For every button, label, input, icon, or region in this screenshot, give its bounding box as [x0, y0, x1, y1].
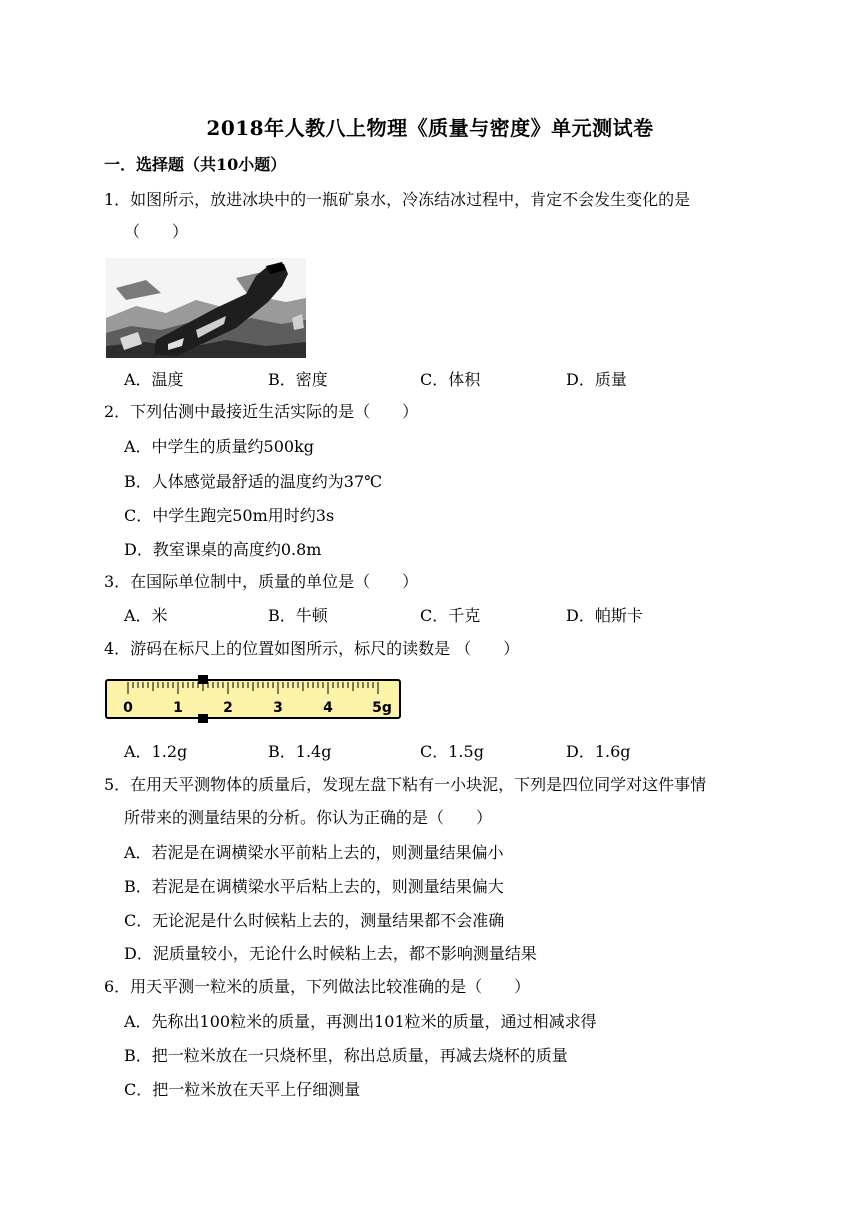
- q2-option-b: B．人体感觉最舒适的温度约为37℃: [124, 472, 383, 491]
- q4-option-d: D．1.6g: [566, 742, 631, 761]
- ruler-label: 5g: [372, 700, 392, 716]
- section-heading: 一．选择题（共10小题）: [104, 155, 287, 174]
- balance-scale-ruler: [104, 674, 404, 726]
- q3-option-b: B．牛顿: [268, 606, 328, 625]
- question-1-brackets: （ ）: [124, 222, 189, 241]
- question-3-text: 3．在国际单位制中，质量的单位是（ ）: [104, 572, 419, 591]
- q5-option-d: D．泥质量较小，无论什么时候粘上去，都不影响测量结果: [124, 944, 537, 963]
- q2-option-a: A．中学生的质量约500kg: [124, 437, 315, 456]
- q2-option-c: C．中学生跑完50m用时约3s: [124, 506, 335, 525]
- q1-option-a: A．温度: [124, 370, 184, 389]
- ruler-label: 1: [173, 700, 183, 716]
- question-5-text: 5．在用天平测物体的质量后，发现左盘下粘有一小块泥，下列是四位同学对这件事情: [104, 775, 707, 794]
- q4-option-b: B．1.4g: [268, 742, 332, 761]
- q6-option-c: C．把一粒米放在天平上仔细测量: [124, 1080, 361, 1099]
- ruler-label: 2: [223, 700, 233, 716]
- q4-option-c: C．1.5g: [420, 742, 484, 761]
- q3-option-a: A．米: [124, 606, 168, 625]
- question-1-text: 1．如图所示，放进冰块中的一瓶矿泉水，冷冻结冰过程中，肯定不会发生变化的是: [104, 190, 691, 209]
- ruler-label: 3: [273, 700, 283, 716]
- q4-option-a: A．1.2g: [124, 742, 188, 761]
- q5-option-a: A．若泥是在调横梁水平前粘上去的，则测量结果偏小: [124, 843, 504, 862]
- ruler-label: 0: [123, 700, 133, 716]
- q6-option-a: A．先称出100粒米的质量，再测出101粒米的质量，通过相减求得: [124, 1012, 597, 1031]
- q3-option-c: C．千克: [420, 606, 481, 625]
- q2-option-d: D．教室课桌的高度约0.8m: [124, 540, 322, 559]
- question-4-text: 4．游码在标尺上的位置如图所示，标尺的读数是 （ ）: [104, 639, 520, 658]
- rider-top: [198, 675, 208, 684]
- q1-option-d: D．质量: [566, 370, 627, 389]
- question-6-text: 6．用天平测一粒米的质量，下列做法比较准确的是（ ）: [104, 977, 531, 996]
- q1-option-c: C．体积: [420, 370, 481, 389]
- question-2-text: 2．下列估测中最接近生活实际的是（ ）: [104, 402, 419, 421]
- q6-option-b: B．把一粒米放在一只烧杯里，称出总质量，再减去烧杯的质量: [124, 1046, 568, 1065]
- q3-option-d: D．帕斯卡: [566, 606, 643, 625]
- q1-option-b: B．密度: [268, 370, 328, 389]
- page-title: 2018年人教八上物理《质量与密度》单元测试卷: [206, 116, 654, 140]
- question-5-text-cont: 所带来的测量结果的分析。你认为正确的是（ ）: [124, 808, 493, 827]
- ruler-label: 4: [323, 700, 333, 716]
- rider-bottom: [198, 714, 208, 723]
- frozen-bottle-figure: [106, 258, 306, 358]
- frozen-bottle-image: [106, 258, 306, 358]
- q5-option-c: C．无论泥是什么时候粘上去的，测量结果都不会准确: [124, 911, 505, 930]
- q5-option-b: B．若泥是在调横梁水平后粘上去的，则测量结果偏大: [124, 877, 504, 896]
- balance-scale-ruler-figure: [104, 674, 404, 726]
